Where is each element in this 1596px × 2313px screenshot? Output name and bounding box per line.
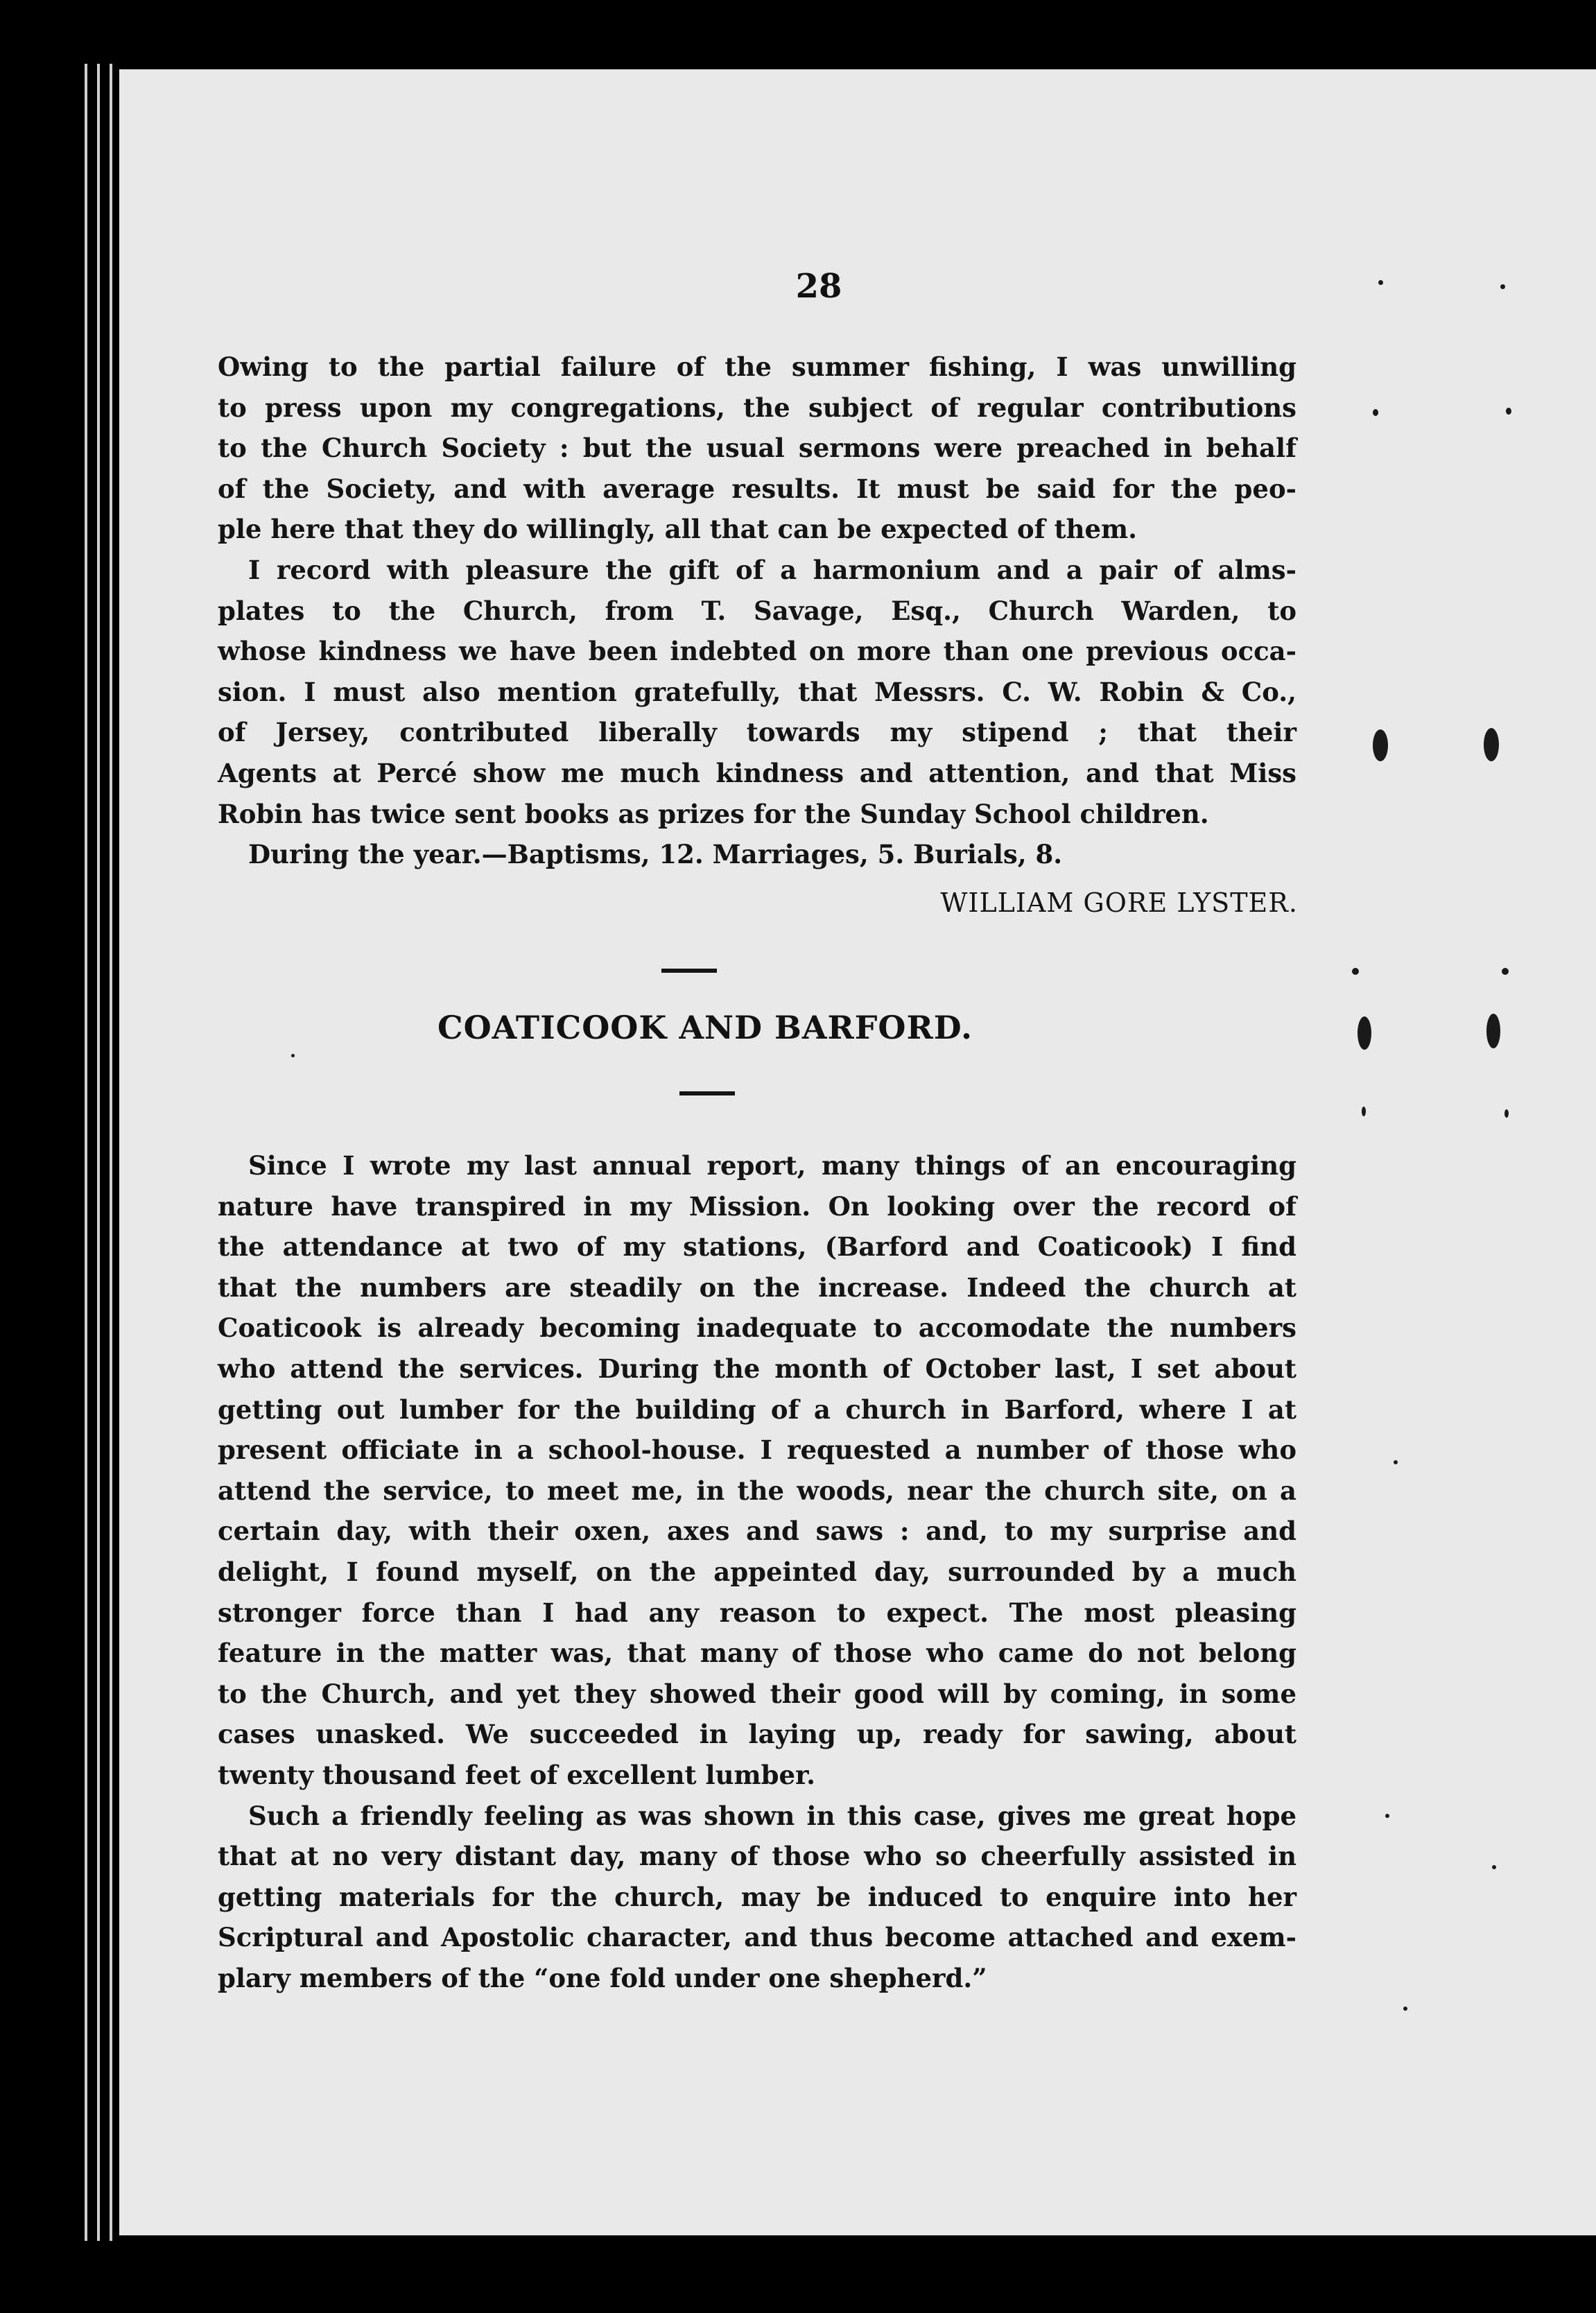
text-line: of Jersey, contributed liberally towards my stipend ; that their	[218, 717, 1296, 748]
text-line: of the Society, and with average results. It must be said for the peo-	[218, 473, 1296, 504]
text-line: plary members of the “one fold under one shepherd.”	[218, 1962, 987, 1993]
text-line: During the year.—Baptisms, 12. Marriages, 5. Burials, 8.	[248, 839, 1063, 870]
text-line: delight, I found myself, on the appeinted day, surrounded by a much	[218, 1556, 1296, 1587]
text-line: to the Church, and yet they showed their good will by coming, in some	[218, 1678, 1296, 1709]
ink-speck	[1504, 1109, 1509, 1118]
ink-speck	[1486, 1014, 1500, 1048]
text-line: Robin has twice sent books as prizes for the Sunday School children.	[218, 798, 1209, 829]
text-line: I record with pleasure the gift of a harmonium and a pair of alms-	[248, 554, 1296, 585]
report-section-coaticook	[218, 1145, 1296, 1998]
ink-speck	[1385, 1814, 1389, 1818]
ink-speck	[1403, 2007, 1407, 2011]
divider-rule	[679, 1091, 735, 1095]
text-line: Agents at Percé show me much kindness and attention, and that Miss	[218, 757, 1296, 788]
text-line: that at no very distant day, many of those who so cheerfully assisted in	[218, 1841, 1296, 1872]
ink-speck	[1502, 968, 1509, 975]
section-heading: COATICOOK AND BARFORD.	[437, 1009, 973, 1046]
text-line: nature have transpired in my Mission. On looking over the record of	[218, 1190, 1296, 1222]
text-line: Since I wrote my last annual report, many things of an encouraging	[248, 1150, 1296, 1181]
ink-speck	[1492, 1865, 1496, 1869]
ink-speck	[1506, 408, 1511, 415]
report-section-lyster	[218, 347, 1296, 875]
text-line: Coaticook is already becoming inadequate to accomodate the numbers	[218, 1313, 1296, 1344]
ink-speck	[291, 1054, 295, 1057]
ink-speck	[1373, 729, 1388, 761]
page-number: 28	[795, 267, 842, 306]
text-line: stronger force than I had any reason to expect. The most pleasing	[218, 1597, 1296, 1628]
text-line: who attend the services. During the month of October last, I set about	[218, 1353, 1296, 1384]
text-line: cases unasked. We succeeded in laying up, ready for sawing, about	[218, 1719, 1296, 1750]
ink-speck	[1394, 1460, 1398, 1464]
page-edge	[97, 64, 100, 2241]
text-line: to the Church Society : but the usual sermons were preached in behalf	[218, 433, 1296, 464]
text-line: present officiate in a school-house. I requested a number of those who	[218, 1435, 1296, 1466]
text-line: getting out lumber for the building of a church in Barford, where I at	[218, 1394, 1296, 1425]
text-line: plates to the Church, from T. Savage, Esq., Church Warden, to	[218, 595, 1296, 626]
text-line: twenty thousand feet of excellent lumber.	[218, 1759, 816, 1790]
text-line: Such a friendly feeling as was shown in this case, gives me great hope	[248, 1800, 1296, 1831]
text-line: attend the service, to meet me, in the woods, near the church site, on a	[218, 1475, 1296, 1506]
ink-speck	[1352, 968, 1359, 975]
divider-rule	[661, 969, 717, 973]
signature: WILLIAM GORE LYSTER.	[940, 887, 1298, 918]
text-line: certain day, with their oxen, axes and saws : and, to my surprise and	[218, 1516, 1296, 1547]
page-edge	[85, 64, 87, 2241]
document-page	[119, 69, 1596, 2235]
text-line: Owing to the partial failure of the summer fishing, I was unwilling	[218, 352, 1296, 382]
text-line: Scriptural and Apostolic character, and thus become attached and exem-	[218, 1922, 1296, 1953]
ink-speck	[1500, 284, 1505, 289]
ink-speck	[1484, 728, 1499, 761]
text-line: the attendance at two of my stations, (Barford and Coaticook) I find	[218, 1231, 1296, 1263]
page-edge	[110, 64, 112, 2241]
text-line: feature in the matter was, that many of those who came do not belong	[218, 1638, 1296, 1669]
text-line: sion. I must also mention gratefully, that Messrs. C. W. Robin & Co.,	[218, 676, 1296, 707]
ink-speck	[1378, 280, 1383, 285]
ink-speck	[1362, 1107, 1366, 1116]
ink-speck	[1358, 1016, 1371, 1050]
ink-speck	[1373, 409, 1378, 416]
text-line: to press upon my congregations, the subject of regular contributions	[218, 392, 1296, 423]
text-line: ple here that they do willingly, all that can be expected of them.	[218, 514, 1138, 545]
text-line: getting materials for the church, may be induced to enquire into her	[218, 1881, 1296, 1912]
text-line: that the numbers are steadily on the increase. Indeed the church at	[218, 1272, 1296, 1303]
text-line: whose kindness we have been indebted on more than one previous occa-	[218, 636, 1296, 667]
